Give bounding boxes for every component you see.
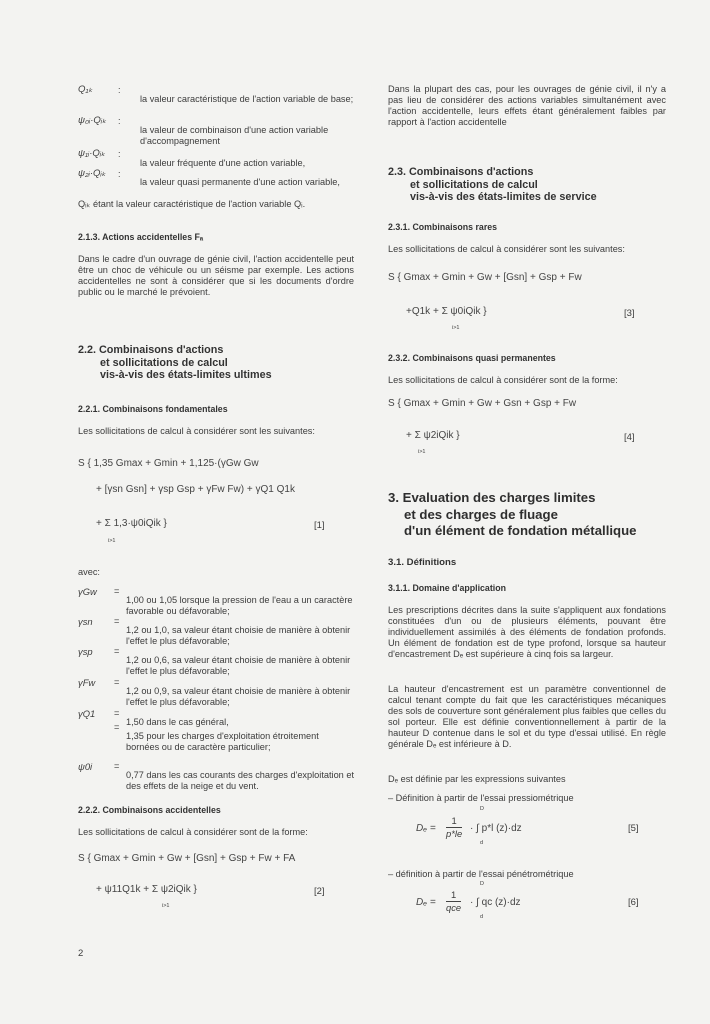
heading-3-line3: d'un élément de fondation métallique bbox=[404, 523, 637, 538]
coef-symbol: γFw bbox=[78, 677, 96, 688]
coef-symbol: γsn bbox=[78, 616, 93, 627]
equation-1-line2: + [γsn Gsn] + γsp Gsp + γFw Fw) + γQ1 Q1k bbox=[96, 484, 295, 495]
equation-6-number: [6] bbox=[628, 897, 639, 908]
paragraph-2-1-3: Dans le cadre d'un ouvrage de génie civil, l'action accidentelle peut être un choc de véhicule ou un séisme par exemple. Les actions accidentelles ne sont à considérer que si les documents d'ordre public ou le marché le prévoient. bbox=[78, 254, 354, 297]
equation-2-number: [2] bbox=[314, 886, 325, 897]
equation-5-integral: · ∫ p*l (z)·dz bbox=[470, 823, 522, 834]
coef-equals: = bbox=[114, 677, 120, 687]
paragraph-3-1-1-b: La hauteur d'encastrement est un paramètre conventionnel de calcul tenant compte du fait que les caractéristiques mécaniques des sols de couverture sont généralement plus faibles que celles du sol porteur. Elle est définie conventionnellement à partir de la hauteur D contenue dans le sol et du type d'essai utilisé. En règle générale Dₑ est inférieure à D. bbox=[388, 684, 666, 749]
coef-equals: = bbox=[114, 761, 120, 771]
coef-text: 1,2 ou 0,6, sa valeur étant choisie de manière à obtenir l'effet le plus défavorable; bbox=[126, 655, 351, 677]
heading-2-3-line1: 2.3. Combinaisons d'actions bbox=[388, 166, 534, 178]
equation-4-number: [4] bbox=[624, 432, 635, 443]
equation-6-lower-bound: d bbox=[480, 914, 484, 920]
def-colon: : bbox=[118, 85, 121, 95]
heading-2-2-1: 2.2.1. Combinaisons fondamentales bbox=[78, 404, 228, 414]
heading-2-2-line1: 2.2. Combinaisons d'actions bbox=[78, 344, 224, 356]
equation-5-lhs: Dₑ = bbox=[416, 823, 436, 834]
heading-3-line1: 3. Evaluation des charges limites bbox=[388, 490, 596, 505]
equation-3-number: [3] bbox=[624, 308, 635, 319]
heading-2-3-line3: vis-à-vis des états-limites de service bbox=[410, 191, 597, 203]
coef-text: 1,00 ou 1,05 lorsque la pression de l'eau a un caractère favorable ou défavorable; bbox=[126, 595, 353, 617]
paragraph-intro: Dans la plupart des cas, pour les ouvrages de génie civil, il n'y a pas lieu de considérer des actions variables simultanément avec l'action accidentelle, leurs effets étant généralement faibles par rapport à l'action accidentelle bbox=[388, 84, 666, 127]
heading-3-line2: et des charges de fluage bbox=[404, 506, 558, 522]
coef-equals: = bbox=[114, 586, 120, 596]
equation-1-number: [1] bbox=[314, 520, 325, 531]
coef-equals: = bbox=[114, 708, 120, 718]
coef-text: 1,2 ou 1,0, sa valeur étant choisie de manière à obtenir l'effet le plus défavorable; bbox=[126, 625, 351, 647]
def-colon: : bbox=[118, 116, 121, 126]
equation-1-subscript: i>1 bbox=[108, 538, 116, 544]
equation-4-line2: + Σ ψ2iQik } bbox=[406, 430, 460, 441]
coef-text: 0,77 dans les cas courants des charges d'exploitation et des effets de la neige et du vent. bbox=[126, 770, 355, 792]
equation-2-subscript: i>1 bbox=[162, 903, 170, 909]
equation-5-denominator: p*le bbox=[446, 828, 463, 839]
paragraph-2-3-2: Les sollicitations de calcul à considérer sont de la forme: bbox=[388, 375, 618, 385]
equation-1-line1: S { 1,35 Gmax + Gmin + 1,125·(γGw Gw bbox=[78, 458, 259, 469]
def-label-psi2: ψ₂ᵢ·Qᵢₖ bbox=[78, 168, 106, 179]
coef-equals: = bbox=[114, 646, 120, 656]
equation-6-denominator: qce bbox=[446, 902, 462, 913]
coef-equals: = bbox=[114, 722, 120, 732]
page-number: 2 bbox=[78, 948, 84, 959]
coef-symbol: ψ0i bbox=[78, 761, 93, 772]
equation-3-line1: S { Gmax + Gmin + Gw + [Gsn] + Gsp + Fw bbox=[388, 272, 582, 283]
heading-2-2 bbox=[78, 344, 272, 382]
definition-penetrometric: – définition à partir de l'essai pénétrométrique bbox=[388, 869, 574, 879]
def-label-psi1: ψ₁ᵢ·Qᵢₖ bbox=[78, 148, 106, 159]
def-label-q1k: Q₁ₖ bbox=[78, 84, 93, 95]
def-colon: : bbox=[118, 149, 121, 159]
paragraph-3-1-1-c: Dₑ est définie par les expressions suivantes bbox=[388, 774, 566, 784]
heading-2-2-line2: et sollicitations de calcul bbox=[100, 356, 228, 369]
heading-2-2-line3: vis-à-vis des états-limites ultimes bbox=[100, 369, 272, 381]
heading-2-1-3: 2.1.3. Actions accidentelles Fₐ bbox=[78, 232, 204, 242]
definition-pressiometric: – Définition à partir de l'essai pressiométrique bbox=[388, 793, 574, 803]
equation-2-line1: S { Gmax + Gmin + Gw + [Gsn] + Gsp + Fw + FA bbox=[78, 853, 296, 864]
equation-6-upper-bound: D bbox=[480, 881, 484, 887]
heading-3 bbox=[388, 490, 636, 540]
equation-5-lower-bound: d bbox=[480, 840, 484, 846]
coef-symbol: γQ1 bbox=[78, 708, 96, 719]
equation-6-integral: · ∫ qc (z)·dz bbox=[470, 897, 521, 908]
paragraph-2-3-1: Les sollicitations de calcul à considérer sont les suivantes: bbox=[388, 244, 625, 254]
heading-3-1: 3.1. Définitions bbox=[388, 557, 457, 568]
paragraph-2-2-2: Les sollicitations de calcul à considérer sont de la forme: bbox=[78, 827, 308, 837]
coef-symbol: γGw bbox=[78, 586, 97, 597]
equation-3-line2: +Q1k + Σ ψ0iQik } bbox=[406, 306, 487, 317]
avec-label: avec: bbox=[78, 567, 100, 577]
coef-equals: = bbox=[114, 616, 120, 626]
paragraph-3-1-1-a: Les prescriptions décrites dans la suite s'appliquent aux fondations constituées d'un ou de plusieurs éléments, pouvant être individuellement assimilés à des éléments de fondation profonds. Un élément de fondation est de type profond, lorsque sa hauteur d'encastrement Dₑ est supérieure à cinq fois sa largeur. bbox=[388, 605, 666, 659]
equation-1-line3: + Σ 1,3·ψ0iQik } bbox=[96, 518, 167, 529]
equation-2-line2: + ψ11Q1k + Σ ψ2iQik } bbox=[96, 884, 197, 895]
heading-3-1-1: 3.1.1. Domaine d'application bbox=[388, 583, 506, 593]
paragraph-2-2-1: Les sollicitations de calcul à considérer sont les suivantes: bbox=[78, 426, 315, 436]
equation-6-lhs: Dₑ = bbox=[416, 897, 436, 908]
equation-5-upper-bound: D bbox=[480, 806, 484, 812]
qik-definition: Qᵢₖ étant la valeur caractéristique de l'action variable Qᵢ. bbox=[78, 199, 306, 209]
equation-4-subscript: i>1 bbox=[418, 449, 426, 455]
equation-5-numerator: 1 bbox=[451, 815, 457, 826]
coef-text: 1,35 pour les charges d'exploitation étroitement bornées ou de caractère particulier; bbox=[126, 731, 319, 753]
equation-6-fraction bbox=[446, 889, 461, 914]
heading-2-3-1: 2.3.1. Combinaisons rares bbox=[388, 222, 498, 232]
heading-2-2-2: 2.2.2. Combinaisons accidentelles bbox=[78, 805, 221, 815]
coef-symbol: γsp bbox=[78, 646, 93, 657]
equation-5-fraction bbox=[446, 815, 462, 840]
equation-4-line1: S { Gmax + Gmin + Gw + Gsn + Gsp + Fw bbox=[388, 398, 577, 409]
def-text-psi0: la valeur de combinaison d'une action variable d'accompagnement bbox=[140, 125, 329, 147]
equation-6-numerator: 1 bbox=[450, 889, 457, 900]
def-text-psi2: la valeur quasi permanente d'une action variable, bbox=[140, 177, 340, 188]
def-colon: : bbox=[118, 169, 121, 179]
def-text-q1k: la valeur caractéristique de l'action variable de base; bbox=[140, 94, 354, 105]
coef-text: 1,50 dans le cas général, bbox=[126, 717, 229, 728]
coef-text: 1,2 ou 0,9, sa valeur étant choisie de manière à obtenir l'effet le plus défavorable; bbox=[126, 686, 351, 708]
heading-2-3 bbox=[388, 166, 597, 204]
heading-2-3-2: 2.3.2. Combinaisons quasi permanentes bbox=[388, 353, 556, 363]
equation-5-number: [5] bbox=[628, 823, 639, 834]
equation-3-subscript: i>1 bbox=[452, 325, 460, 331]
heading-2-3-line2: et sollicitations de calcul bbox=[410, 178, 538, 191]
def-text-psi1: la valeur fréquente d'une action variable, bbox=[140, 158, 306, 169]
def-label-psi0: ψ₀ᵢ·Qᵢₖ bbox=[78, 115, 107, 126]
